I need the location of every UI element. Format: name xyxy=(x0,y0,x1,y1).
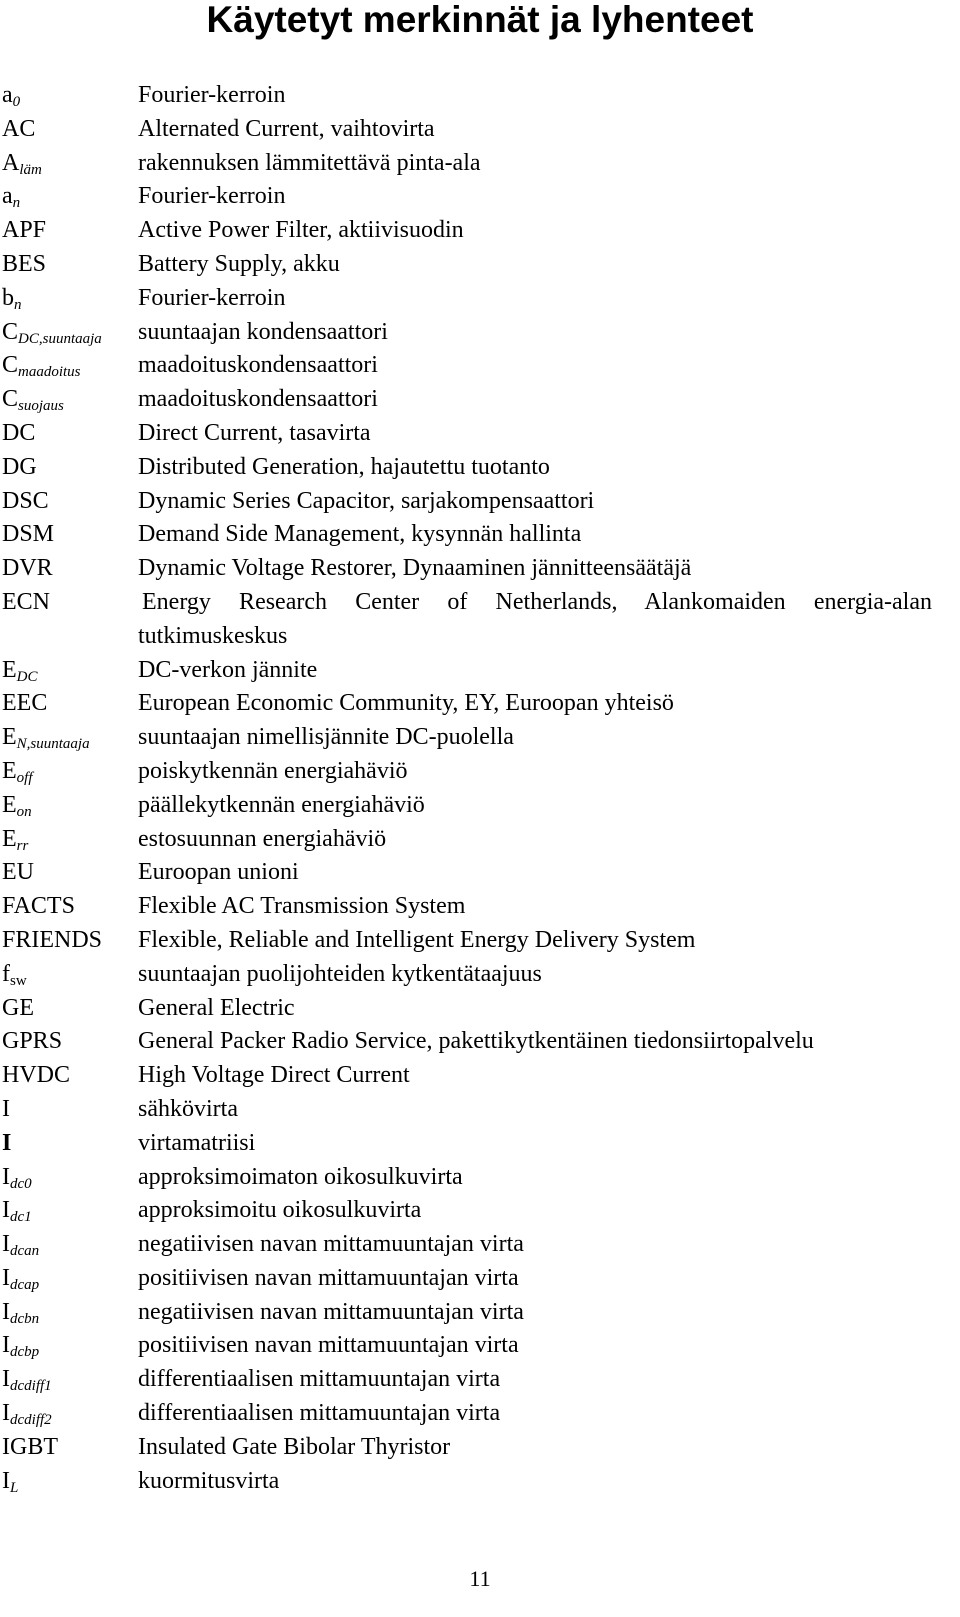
abbreviation-row xyxy=(2,992,957,1026)
abbreviation-symbol xyxy=(2,248,142,282)
symbol-base: I xyxy=(2,1231,10,1258)
symbol-base: C xyxy=(2,318,19,345)
abbreviation-description: Fourier-kerroin xyxy=(138,284,286,311)
abbreviation-row xyxy=(2,417,957,451)
abbreviation-description: Alternated Current, vaihtovirta xyxy=(138,115,435,142)
abbreviation-row xyxy=(2,1363,957,1397)
abbreviation-row xyxy=(2,214,957,248)
abbreviation-description: positiivisen navan mittamuuntajan virta xyxy=(138,1264,519,1291)
abbreviation-description: estosuunnan energiahäviö xyxy=(138,825,387,852)
abbreviation-row xyxy=(2,248,957,282)
symbol-base: A xyxy=(2,149,20,176)
symbol-base: f xyxy=(2,960,10,987)
abbreviation-description: negatiivisen navan mittamuuntajan virta xyxy=(138,1298,524,1325)
symbol-base: C xyxy=(2,386,19,413)
symbol-subscript: sw xyxy=(10,972,27,989)
abbreviation-description: Flexible AC Transmission System xyxy=(138,893,466,920)
abbreviation-symbol xyxy=(2,823,142,857)
symbol-subscript: suojaus xyxy=(18,398,64,415)
symbol-subscript: läm xyxy=(19,161,42,178)
symbol-base: I xyxy=(2,1366,10,1393)
abbreviation-row xyxy=(2,1397,957,1431)
symbol-base: I xyxy=(2,1400,10,1427)
abbreviation-row xyxy=(2,687,957,721)
abbreviation-row xyxy=(2,755,957,789)
symbol-base: I xyxy=(2,1095,10,1122)
abbreviation-symbol xyxy=(2,383,142,417)
abbreviation-symbol xyxy=(2,586,142,620)
abbreviation-symbol xyxy=(2,518,142,552)
abbreviation-description: General Packer Radio Service, pakettikytkentäinen tiedonsiirtopalvelu xyxy=(138,1028,814,1055)
abbreviation-description: Euroopan unioni xyxy=(138,859,299,886)
abbreviation-description: suuntaajan puolijohteiden kytkentätaajuus xyxy=(138,960,542,987)
abbreviation-row xyxy=(2,383,957,417)
symbol-subscript: dcdiff1 xyxy=(10,1378,52,1395)
abbreviation-symbol xyxy=(2,1296,142,1330)
symbol-subscript: dcdiff2 xyxy=(10,1412,52,1429)
symbol-base: I xyxy=(2,1264,10,1291)
abbreviation-symbol xyxy=(2,687,142,721)
symbol-base: FACTS xyxy=(2,893,75,920)
symbol-base: BES xyxy=(2,250,47,277)
abbreviation-description: poiskytkennän energiahäviö xyxy=(138,757,408,784)
symbol-base: AC xyxy=(2,115,36,142)
abbreviation-row xyxy=(2,316,957,350)
abbreviation-row xyxy=(2,79,957,113)
symbol-base: IGBT xyxy=(2,1433,58,1460)
abbreviation-row xyxy=(2,518,957,552)
symbol-base: b xyxy=(2,284,14,311)
abbreviation-description: Energy Research Center of Netherlands, Alankomaiden energia-alan xyxy=(142,588,932,615)
page-number: 11 xyxy=(469,1566,491,1591)
symbol-subscript: 0 xyxy=(12,94,21,110)
abbreviation-row xyxy=(2,113,957,147)
abbreviation-row xyxy=(2,654,957,688)
abbreviation-symbol xyxy=(2,349,142,383)
symbol-subscript: rr xyxy=(16,837,29,854)
symbol-subscript: dcap xyxy=(10,1276,40,1293)
abbreviation-description: Dynamic Voltage Restorer, Dynaaminen jännitteensäätäjä xyxy=(138,555,692,582)
abbreviation-row xyxy=(2,789,957,823)
abbreviation-description: Fourier-kerroin xyxy=(138,82,286,108)
symbol-base: HVDC xyxy=(2,1062,71,1089)
abbreviation-description: rakennuksen lämmitettävä pinta-ala xyxy=(138,149,481,176)
abbreviation-description: General Electric xyxy=(138,994,295,1021)
abbreviation-description: DC-verkon jännite xyxy=(138,656,318,683)
symbol-base: I xyxy=(2,1197,10,1224)
abbreviation-row xyxy=(2,924,957,958)
abbreviation-symbol xyxy=(2,552,142,586)
abbreviation-description: Battery Supply, akku xyxy=(138,250,340,277)
symbol-base: I xyxy=(2,1298,10,1325)
symbol-base: E xyxy=(2,791,17,818)
symbol-base: DG xyxy=(2,453,37,480)
abbreviation-description: differentiaalisen mittamuuntajan virta xyxy=(138,1400,501,1427)
abbreviation-symbol xyxy=(2,1194,142,1228)
symbol-base: I xyxy=(2,1467,10,1494)
abbreviation-symbol xyxy=(2,451,142,485)
symbol-subscript: N,suuntaaja xyxy=(16,736,90,753)
abbreviation-description: päällekytkennän energiahäviö xyxy=(138,791,425,818)
symbol-subscript: dc0 xyxy=(10,1175,32,1192)
symbol-base: a xyxy=(2,183,13,210)
abbreviation-row xyxy=(2,147,957,181)
abbreviation-row xyxy=(2,1093,957,1127)
abbreviation-symbol xyxy=(2,1093,142,1127)
abbreviation-symbol xyxy=(2,890,142,924)
abbreviation-description: differentiaalisen mittamuuntajan virta xyxy=(138,1366,501,1393)
abbreviation-row xyxy=(2,1228,957,1262)
abbreviation-symbol xyxy=(2,1059,142,1093)
symbol-base: E xyxy=(2,724,17,751)
abbreviation-row xyxy=(2,180,957,214)
abbreviation-description: kuormitusvirta xyxy=(138,1467,280,1494)
abbreviation-symbol xyxy=(2,654,142,688)
abbreviation-symbol xyxy=(2,789,142,823)
abbreviation-description: Distributed Generation, hajautettu tuotanto xyxy=(138,453,550,480)
abbreviation-symbol xyxy=(2,721,142,755)
abbreviation-symbol xyxy=(2,147,142,181)
symbol-subscript: DC,suuntaaja xyxy=(18,330,102,347)
abbreviation-symbol xyxy=(2,417,142,451)
symbol-base: ECN xyxy=(2,588,50,615)
abbreviation-list xyxy=(2,79,957,1498)
symbol-base: APF xyxy=(2,217,47,244)
abbreviation-description: maadoituskondensaattori xyxy=(138,352,378,379)
symbol-subscript: on xyxy=(16,803,32,820)
abbreviation-description: suuntaajan kondensaattori xyxy=(138,318,388,345)
abbreviation-row xyxy=(2,1296,957,1330)
symbol-subscript: off xyxy=(16,769,33,786)
symbol-subscript: n xyxy=(12,195,21,212)
abbreviation-row xyxy=(2,282,957,316)
abbreviation-symbol xyxy=(2,924,142,958)
symbol-base: DSM xyxy=(2,521,55,548)
abbreviation-row xyxy=(2,485,957,519)
abbreviation-row xyxy=(2,1059,957,1093)
symbol-base: EEC xyxy=(2,690,48,717)
abbreviation-symbol xyxy=(2,1465,142,1499)
abbreviation-description: positiivisen navan mittamuuntajan virta xyxy=(138,1332,519,1359)
symbol-base: E xyxy=(2,825,17,852)
symbol-subscript: dc1 xyxy=(10,1209,32,1226)
abbreviation-row xyxy=(2,1262,957,1296)
symbol-base: E xyxy=(2,656,17,683)
symbol-base: DVR xyxy=(2,555,53,582)
abbreviation-description: Active Power Filter, aktiivisuodin xyxy=(138,217,464,244)
abbreviation-symbol xyxy=(2,1397,142,1431)
symbol-base: I xyxy=(2,1129,12,1156)
abbreviation-symbol xyxy=(2,180,142,214)
abbreviation-row xyxy=(2,1025,957,1059)
symbol-subscript: dcbp xyxy=(10,1344,40,1361)
symbol-base: GPRS xyxy=(2,1028,63,1055)
abbreviation-symbol xyxy=(2,214,142,248)
symbol-base: EU xyxy=(2,859,34,886)
abbreviation-symbol xyxy=(2,1431,142,1465)
abbreviation-row xyxy=(2,1431,957,1465)
symbol-subscript: maadoitus xyxy=(18,364,81,381)
symbol-subscript: n xyxy=(14,296,22,313)
abbreviation-row xyxy=(2,1127,957,1161)
symbol-base: DC xyxy=(2,419,36,446)
abbreviation-row xyxy=(2,958,957,992)
abbreviation-row xyxy=(2,1465,957,1499)
abbreviation-row xyxy=(2,586,957,654)
abbreviation-symbol xyxy=(2,958,142,992)
symbol-base: FRIENDS xyxy=(2,926,103,953)
abbreviation-symbol xyxy=(2,316,142,350)
symbol-base: DSC xyxy=(2,487,49,514)
abbreviation-description: Insulated Gate Bibolar Thyristor xyxy=(138,1433,451,1460)
abbreviation-description: sähkövirta xyxy=(138,1095,238,1122)
abbreviation-symbol xyxy=(2,1025,142,1059)
abbreviation-description: maadoituskondensaattori xyxy=(138,386,378,413)
abbreviation-description: virtamatriisi xyxy=(138,1129,256,1156)
abbreviation-row xyxy=(2,856,957,890)
symbol-subscript: dcan xyxy=(10,1243,40,1260)
abbreviation-symbol xyxy=(2,113,142,147)
abbreviation-description: approksimoimaton oikosulkuvirta xyxy=(138,1163,463,1190)
abbreviation-symbol xyxy=(2,1329,142,1363)
abbreviation-description: Direct Current, tasavirta xyxy=(138,419,371,446)
symbol-subscript: L xyxy=(10,1479,19,1496)
abbreviation-row xyxy=(2,721,957,755)
symbol-subscript: dcbn xyxy=(10,1310,40,1327)
abbreviation-symbol xyxy=(2,1127,142,1161)
abbreviation-symbol xyxy=(2,1228,142,1262)
abbreviation-symbol xyxy=(2,1262,142,1296)
abbreviation-symbol xyxy=(2,856,142,890)
symbol-base: I xyxy=(2,1332,10,1359)
abbreviation-description: Demand Side Management, kysynnän hallinta xyxy=(138,521,582,548)
abbreviation-row xyxy=(2,451,957,485)
abbreviation-symbol xyxy=(2,79,142,113)
abbreviation-description: Fourier-kerroin xyxy=(138,183,286,210)
abbreviation-row xyxy=(2,823,957,857)
abbreviation-description: negatiivisen navan mittamuuntajan virta xyxy=(138,1231,524,1258)
abbreviation-description: suuntaajan nimellisjännite DC-puolella xyxy=(138,724,514,751)
abbreviation-description-continued: tutkimuskeskus xyxy=(138,622,288,649)
abbreviation-description: European Economic Community, EY, Euroopan yhteisö xyxy=(138,690,674,717)
abbreviation-description: High Voltage Direct Current xyxy=(138,1062,410,1089)
abbreviation-symbol xyxy=(2,1363,142,1397)
abbreviation-row xyxy=(2,552,957,586)
symbol-base: a xyxy=(2,82,13,108)
symbol-subscript: DC xyxy=(16,668,38,685)
symbol-base: GE xyxy=(2,994,34,1021)
abbreviation-symbol xyxy=(2,485,142,519)
symbol-base: I xyxy=(2,1163,10,1190)
symbol-base: C xyxy=(2,352,19,379)
abbreviation-description: Dynamic Series Capacitor, sarjakompensaattori xyxy=(138,487,595,514)
abbreviation-symbol xyxy=(2,282,142,316)
page-title: Käytetyt merkinnät ja lyhenteet xyxy=(206,0,754,40)
abbreviation-symbol xyxy=(2,992,142,1026)
abbreviation-symbol xyxy=(2,1161,142,1195)
symbol-base: E xyxy=(2,757,17,784)
abbreviation-row xyxy=(2,1194,957,1228)
abbreviation-row xyxy=(2,890,957,924)
abbreviation-row xyxy=(2,1161,957,1195)
abbreviation-row xyxy=(2,1329,957,1363)
abbreviation-row xyxy=(2,349,957,383)
abbreviation-description: approksimoitu oikosulkuvirta xyxy=(138,1197,422,1224)
abbreviation-description: Flexible, Reliable and Intelligent Energy Delivery System xyxy=(138,926,696,953)
abbreviation-symbol xyxy=(2,755,142,789)
